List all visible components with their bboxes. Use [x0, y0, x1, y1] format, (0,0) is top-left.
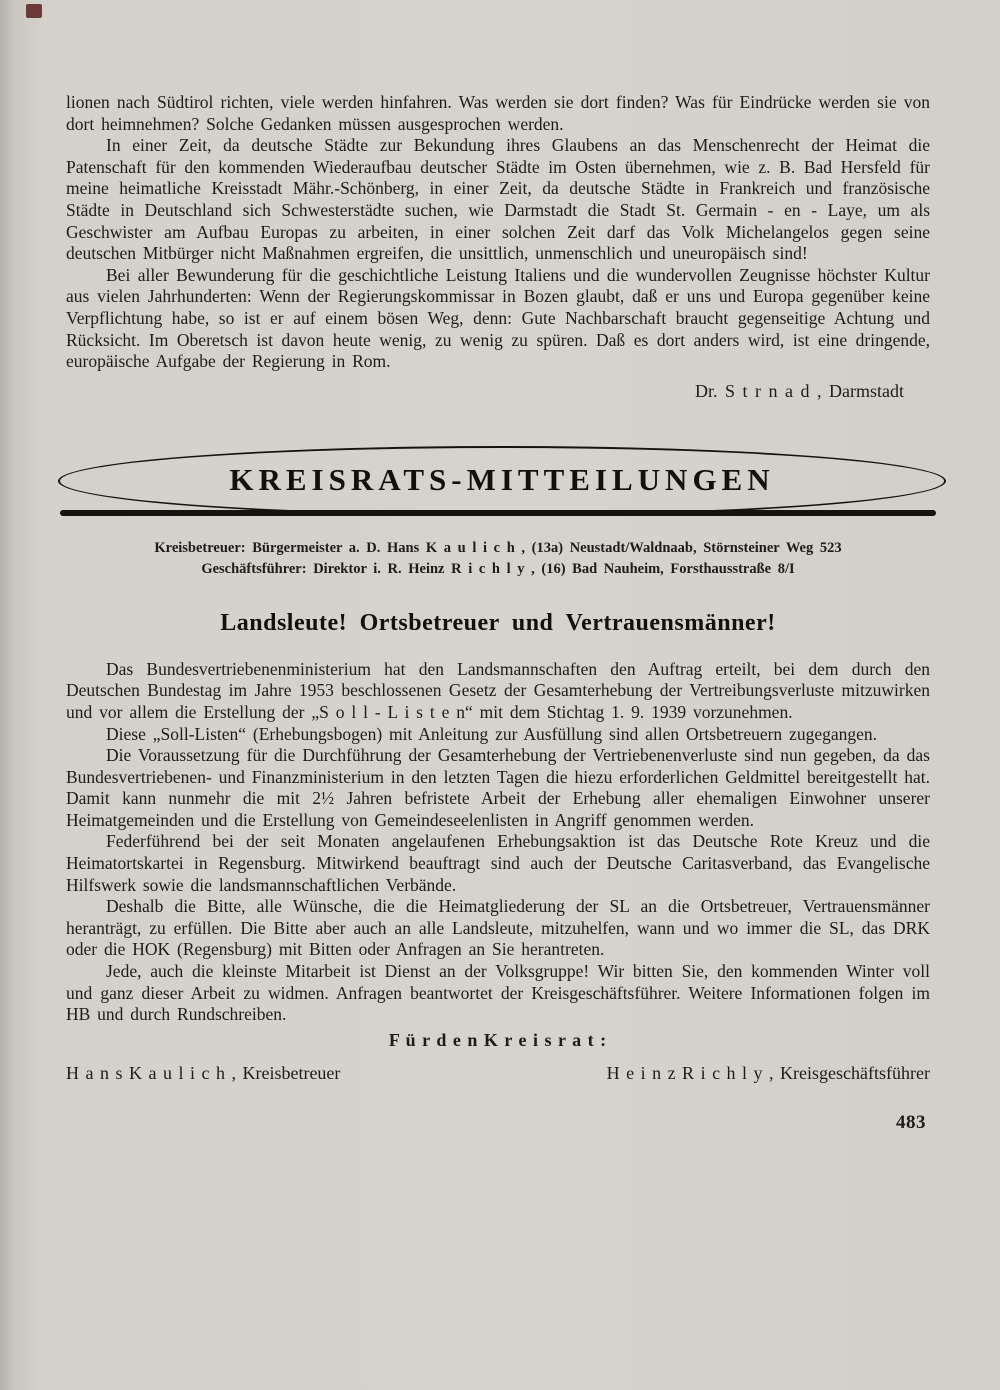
article-paragraph-2: Diese „Soll-Listen“ (Erhebungsbogen) mit Anleitung zur Ausfüllung sind allen Ortsbetreuern zugegangen. [106, 723, 877, 744]
intro-paragraph-1: lionen nach Südtirol richten, viele werden hinfahren. Was werden sie dort finden? Was für Eindrücke werden sie von dort heimnehmen? Solche Gedanken müssen ausgesprochen werden. [66, 92, 930, 134]
article-paragraph-5: Deshalb die Bitte, alle Wünsche, die die Heimatgliederung der SL an die Ortsbetreuer, Vertrauensmänner heranträgt, zu erfüllen. Die Bitte aber auch an alle Landsleute, mitzuhelfen, wann und wo immer die SL, das DRK oder die HOK (Regensburg) mit Bitten oder Anfragen an Sie herantreten. [66, 896, 930, 960]
article-heading: Landsleute! Ortsbetreuer und Vertrauensmänner! [220, 609, 776, 636]
for-kreisrat-line: F ü r d e n K r e i s r a t : [388, 1029, 608, 1050]
signature-kreisbetreuer: H a n s K a u l i c h , Kreisbetreuer [66, 1062, 341, 1083]
intro-article [66, 92, 930, 402]
article-paragraph-6: Jede, auch die kleinste Mitarbeit ist Dienst an der Volksgruppe! Wir bitten Sie, den kommenden Winter voll und ganz dieser Arbeit zu widmen. Anfragen beantwortet der Kreisgeschäftsführer. Weitere Informationen folgen im HB und durch Rundschreiben. [66, 961, 930, 1025]
intro-paragraph-3: Bei aller Bewunderung für die geschichtliche Leistung Italiens und die wundervollen Zeugnisse höchster Kultur aus vielen Jahrhunderten: Wenn der Regierungskommissar in Bozen glaubt, daß er uns und Europa gegenüber keine Verpflichtung habe, so ist er auf einem bösen Weg, denn: Gute Nachbarschaft braucht gegenseitige Achtung und Rücksicht. Im Oberetsch ist davon heute wenig, zu wenig zu spüren. Daß es dort anders wird, ist eine dringende, europäische Aufgabe der Regierung in Rom. [66, 264, 930, 372]
officials-line-kreisbetreuer: Kreisbetreuer: Bürgermeister a. D. Hans K a u l i c h , (13a) Neustadt/Waldnaab, Störnsteiner Weg 523 [154, 539, 842, 556]
intro-paragraph-2: In einer Zeit, da deutsche Städte zur Bekundung ihres Glaubens an das Menschenrecht der Heimat die Patenschaft für den kommenden Wiederaufbau deutscher Städte im Osten übernehmen, wie z. B. Bad Hersfeld für meine heimatliche Kreisstadt Mähr.-Schönberg, in einer Zeit, da deutsche Städte in Frankreich und französische Städte in Deutschland sich Schwesterstädte suchen, wie Darmstadt die Stadt St. Germain - en - Laye, um als Geschwister am Aufbau Europas zu arbeiten, in einer solchen Zeit darf das Volk Michelangelos gegen seine deutschen Mitbürger nicht Maßnahmen ergreifen, die unsittlich, unmenschlich und uneuropäisch sind! [66, 135, 930, 264]
signature-row [66, 1063, 930, 1084]
article-paragraph-1: Das Bundesvertriebenenministerium hat den Landsmannschaften den Auftrag erteilt, bei dem durch den Deutschen Bundestag im Jahre 1953 beschlossenen Gesetz der Gesamterhebung der Vertreibungsverluste mitzuwirken und vor allem die Erstellung der „S o l l - L i s t e n“ mit dem Stichtag 1. 9. 1939 vorzunehmen. [66, 658, 930, 722]
banner-ellipse-outline [58, 446, 946, 516]
main-article [66, 610, 930, 1084]
author-signature: Dr. S t r n a d , Darmstadt [695, 380, 904, 401]
signature-geschaeftsfuehrer: H e i n z R i c h l y , Kreisgeschäftsführer [606, 1062, 930, 1083]
scan-artifact [26, 4, 42, 18]
article-paragraph-4: Federführend bei der seit Monaten angelaufenen Erhebungsaktion ist das Deutsche Rote Kreuz und die Heimatortskartei in Regensburg. Mitwirkend beauftragt sind auch der Deutsche Caritasverband, das Evangelische Hilfswerk sowie die landsmannschaftlichen Verbände. [66, 831, 930, 895]
article-paragraph-3: Die Voraussetzung für die Durchführung der Gesamterhebung der Vertriebenenverluste sind nun gegeben, da das Bundesvertriebenen- und Finanzministerium in den letzten Tagen die hiezu erforderlichen Geldmittel bereitgestellt hat. Damit kann nunmehr die mit 2½ Jahren befristete Arbeit der Erhebung aller ehemaligen Einwohner unserer Heimatgemeinden und die Erstellung von Gemeindeseelenlisten in Angriff genommen werden. [66, 745, 930, 830]
banner-title: KREISRATS-MITTEILUNGEN [229, 461, 775, 497]
officials-block [66, 538, 930, 580]
page-number: 483 [896, 1111, 926, 1133]
officials-line-geschaeftsfuehrer: Geschäftsführer: Direktor i. R. Heinz R i c h l y , (16) Bad Nauheim, Forsthausstraße 8/I [201, 560, 795, 577]
kreisrats-banner [58, 446, 948, 524]
banner-rule [60, 510, 936, 516]
